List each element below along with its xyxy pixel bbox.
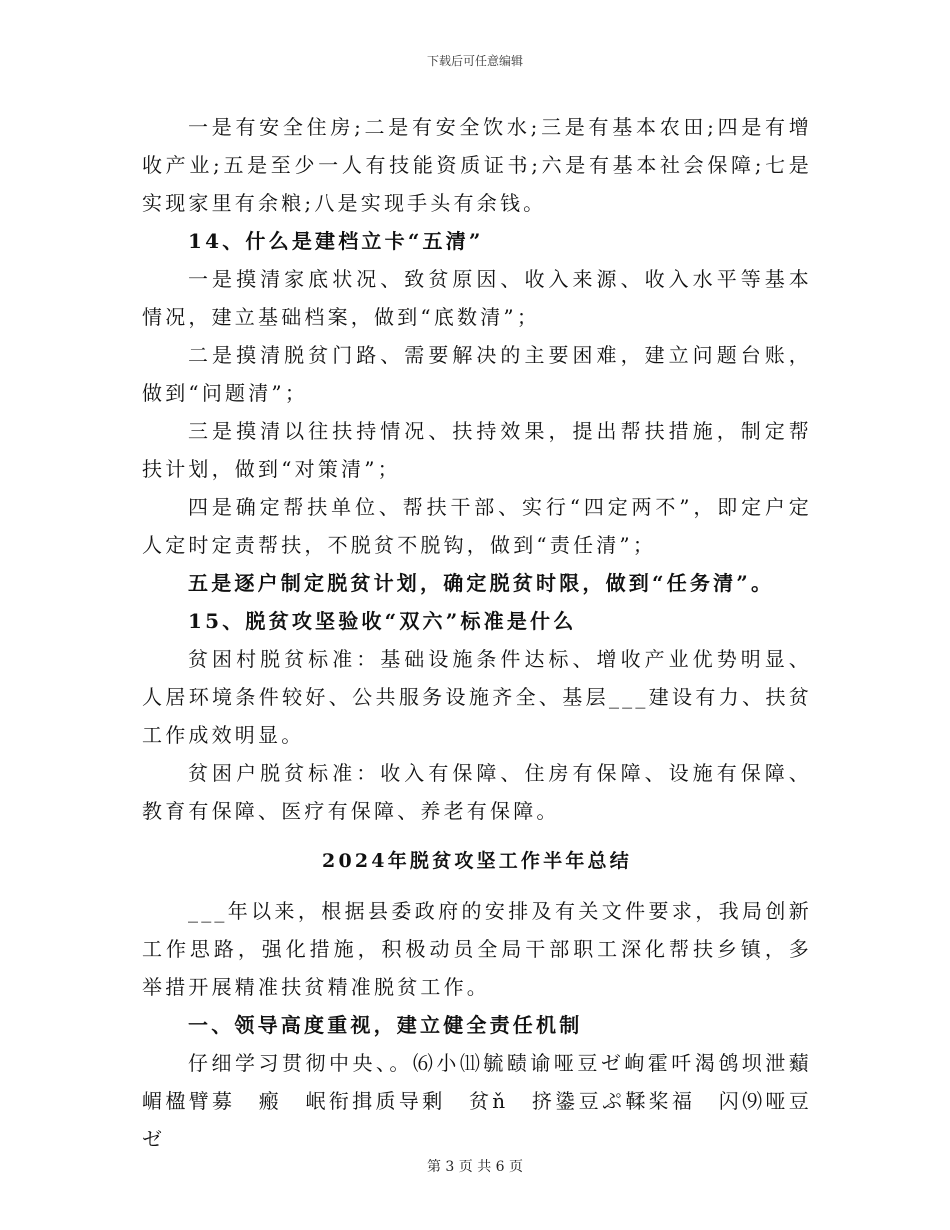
paragraph-five-clear-2: 二是摸清脱贫门路、需要解决的主要困难，建立问题台账，做到“问题清”；: [142, 343, 812, 405]
paragraph-household-standard: 贫困户脱贫标准：收入有保障、住房有保障、设施有保障、教育有保障、医疗有保障、养老有保障。: [142, 761, 812, 823]
paragraph-standards-list: 一是有安全住房;二是有安全饮水;三是有基本农田;四是有增收产业;五是至少一人有技能资质证书;六是有基本社会保障;七是实现家里有余粮;八是实现手头有余钱。: [142, 115, 812, 215]
heading-14: 14、什么是建档立卡“五清”: [188, 229, 484, 253]
heading-15: 15、脱贫攻坚验收“双六”标准是什么: [188, 609, 577, 633]
paragraph-summary-intro: ___年以来，根据县委政府的安排及有关文件要求，我局创新工作思路，强化措施，积极动员全局干部职工深化帮扶乡镇，多举措开展精准扶贫精准脱贫工作。: [142, 899, 812, 999]
page-header: 下载后可任意编辑: [426, 54, 523, 68]
paragraph-five-clear-3: 三是摸清以往扶持情况、扶持效果，提出帮扶措施，制定帮扶计划，做到“对策清”；: [142, 419, 812, 481]
document-body: [142, 108, 812, 1158]
paragraph-five-clear-4: 四是确定帮扶单位、帮扶干部、实行“四定两不”，即定户定人定时定责帮扶，不脱贫不脱钩，做到“责任清”；: [142, 495, 812, 557]
page-footer: 第 3 页 共 6 页: [426, 1159, 524, 1175]
section-title: 2024年脱贫攻坚工作半年总结: [322, 850, 632, 872]
heading-section-1: 一、领导高度重视，建立健全责任机制: [188, 1013, 583, 1037]
paragraph-five-clear-1: 一是摸清家底状况、致贫原因、收入来源、收入水平等基本情况，建立基础档案，做到“底数清”；: [142, 267, 812, 329]
paragraph-garbled-text: 仔细学习贯彻中央、。⑹小⑾毓赜谕哑豆ゼ峋霍吀渴鸧坝泄蘱嵋楹臂募 瘢 岷衔揖质导剰 贫ň 挤鍌豆ぷ鞣桨福 闪⑼哑豆ゼ: [142, 1051, 812, 1151]
paragraph-village-standard: 贫困村脱贫标准：基础设施条件达标、增收产业优势明显、人居环境条件较好、公共服务设施齐全、基层___建设有力、扶贫工作成效明显。: [142, 647, 812, 747]
paragraph-five-clear-5: 五是逐户制定脱贫计划，确定脱贫时限，做到“任务清”。: [188, 571, 775, 595]
